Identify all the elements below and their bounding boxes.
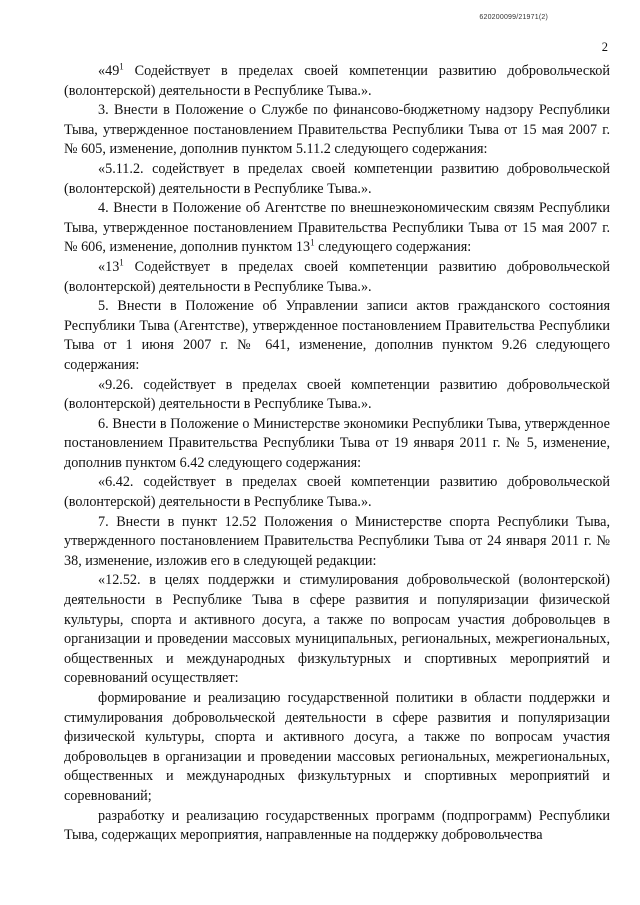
- paragraph: «9.26. содействует в пределах своей компетенции развитию добровольческой (волонтерской) деятельности в Республике Тыва.».: [64, 376, 610, 413]
- paragraph: «$13^1$ Содействует в пределах своей компетенции развитию добровольческой (волонтерской) деятельности в Республике Тыва.».: [64, 257, 610, 295]
- paragraph: 4. Внести в Положение об Агентстве по внешнеэкономическим связям Республики Тыва, утвержденное постановлением Правительства Республики Тыва от 15 мая 2007 г. № 606, изменение, дополнив пунктом $13^1$ следующего содержания:: [64, 200, 610, 256]
- document-code: 620200099/21971(2): [479, 14, 548, 21]
- paragraph: «$49^1$ Содействует в пределах своей компетенции развитию добровольческой (волонтерской) деятельности в Республике Тыва.».: [64, 61, 610, 99]
- paragraph: 3. Внести в Положение о Службе по финансово-бюджетному надзору Республики Тыва, утвержденное постановлением Правительства Республики Тыва от 15 мая 2007 г. № 605, изменение, дополнив пунктом 5.11.2 следующего содержания:: [64, 102, 610, 158]
- paragraph: «6.42. содействует в пределах своей компетенции развитию добровольческой (волонтерской) деятельности в Республике Тыва.».: [64, 474, 610, 511]
- paragraph: «12.52. в целях поддержки и стимулирования добровольческой (волонтерской) деятельности в Республике Тыва в сфере развития и популяризации физической культуры, спорта и активного досуга, а также по вопросам участия добровольцев в организации и проведении массовых муниципальных, региональных, межрегиональных, общественных и международных физкультурных и спортивных мероприятий и соревнований осуществляет:: [64, 572, 610, 687]
- paragraph: 6. Внести в Положение о Министерстве экономики Республики Тыва, утвержденное постановлением Правительства Республики Тыва от 19 января 2011 г. № 5, изменение, дополнив пунктом 6.42 следующего содержания:: [64, 415, 610, 471]
- paragraph: формирование и реализацию государственной политики в области поддержки и стимулирования добровольческой деятельности в сфере развития и популяризации физической культуры, спорта и активного досуга, а также по вопросам участия добровольцев в организации и проведении массовых региональных, межрегиональных, общественных и международных физкультурных и спортивных мероприятий и соревнований;: [64, 690, 610, 804]
- paragraph: разработку и реализацию государственных программ (подпрограмм) Республики Тыва, содержащих мероприятия, направленные на поддержку добровольчества: [64, 807, 610, 844]
- document-body: [64, 62, 610, 846]
- paragraph: «5.11.2. содействует в пределах своей компетенции развитию добровольческой (волонтерской) деятельности в Республике Тыва.».: [64, 160, 610, 197]
- paragraph: 7. Внести в пункт 12.52 Положения о Министерстве спорта Республики Тыва, утвержденного постановлением Правительства Республики Тыва от 24 января 2011 г. № 38, изменение, изложив его в следующей редакции:: [64, 513, 610, 569]
- paragraph: 5. Внести в Положение об Управлении записи актов гражданского состояния Республики Тыва (Агентстве), утвержденное постановлением Правительства Республики Тыва от 1 июня 2007 г. № 641, изменение, дополнив пунктом 9.26 следующего содержания:: [64, 298, 610, 373]
- page-number: 2: [601, 40, 608, 54]
